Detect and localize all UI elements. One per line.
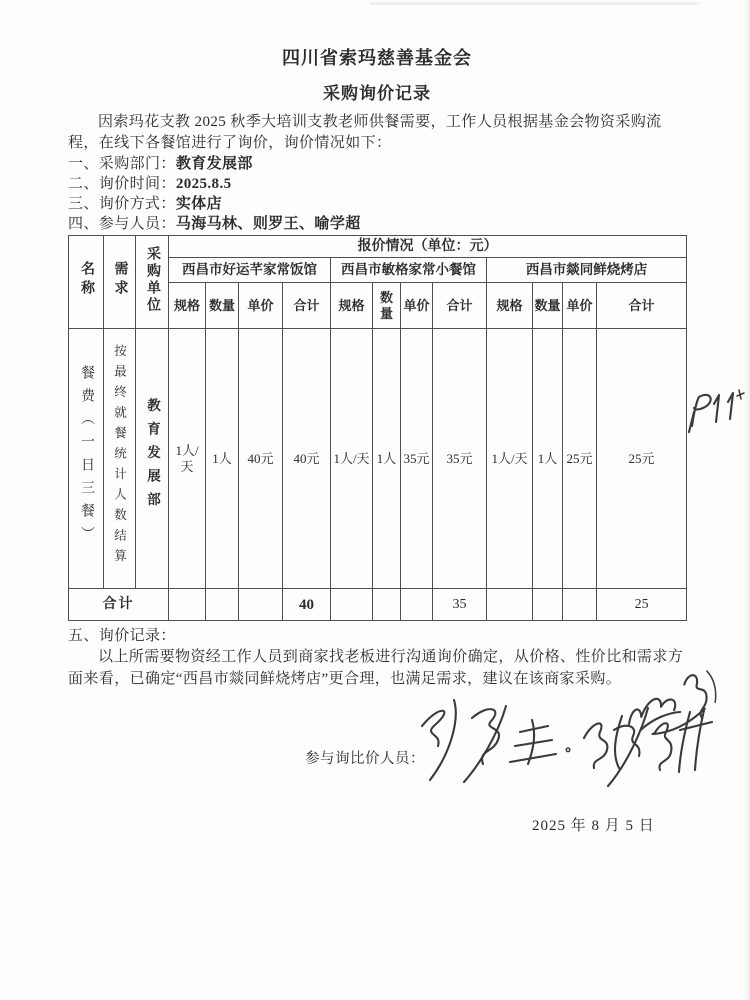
item-value: 教育发展部 <box>175 156 253 172</box>
subheader-unit-price: 单价 <box>239 283 283 329</box>
list-item-method <box>68 194 686 214</box>
subheader-qty: 数量 <box>533 283 563 329</box>
document-date: 2025 年 8 月 5 日 <box>532 818 655 834</box>
subheader-spec: 规格 <box>331 283 373 329</box>
empty-cell <box>401 589 433 621</box>
item-value: 2025.8.5 <box>175 176 232 192</box>
quote-table <box>68 235 687 621</box>
signature-handwriting-yuxuechao <box>608 664 738 740</box>
empty-cell <box>206 589 239 621</box>
subheader-total: 合计 <box>597 283 687 329</box>
cell-qty-3: 1人 <box>533 329 563 589</box>
cell-unit-price-3: 25元 <box>563 329 597 589</box>
cell-item-name <box>69 329 104 589</box>
subheader-total: 合计 <box>433 283 487 329</box>
subheader-qty: 数量 <box>373 283 401 329</box>
document-content <box>68 46 686 690</box>
purchase-unit-text: 教育发展部 <box>145 397 160 516</box>
cell-unit-price-2: 35元 <box>401 329 433 589</box>
cell-purchase-unit <box>136 329 169 589</box>
item-label: 三、询价方式： <box>68 196 176 212</box>
empty-cell <box>563 589 597 621</box>
page-title: 四川省索玛慈善基金会 <box>282 48 472 68</box>
grand-total-label: 合计 <box>69 589 169 621</box>
subheader-spec: 规格 <box>487 283 533 329</box>
item-name-text: 餐费（一日三餐） <box>79 364 94 549</box>
empty-cell <box>169 589 206 621</box>
header-name-text: 名称 <box>79 260 94 299</box>
cell-spec-2: 1人/天 <box>331 329 373 589</box>
cell-demand <box>104 329 136 589</box>
list-item-date <box>68 174 686 194</box>
subheader-unit-price: 单价 <box>563 283 597 329</box>
section5-heading: 五、询价记录： <box>68 628 176 644</box>
list-item-participants <box>68 214 686 234</box>
cell-qty-1: 1人 <box>206 329 239 589</box>
vendor-name-3: 西昌市燚同鲜烧烤店 <box>487 258 687 283</box>
cell-qty-2: 1人 <box>373 329 401 589</box>
header-demand <box>104 236 136 329</box>
intro-paragraph: 因索玛花支教 2025 秋季大培训支教老师供餐需要，工作人员根据基金会物资采购流程，在线下各餐馆进行了询价，询价情况如下： <box>68 114 662 151</box>
header-purchase-unit <box>136 236 169 329</box>
subheader-total: 合计 <box>283 283 331 329</box>
grand-total-3: 25 <box>597 589 687 621</box>
grand-total-2: 35 <box>433 589 487 621</box>
document-subtitle: 采购询价记录 <box>323 84 431 103</box>
demand-text: 按最终就餐统计人数结算 <box>112 343 127 570</box>
subheader-spec: 规格 <box>169 283 206 329</box>
vendor-name-1: 西昌市好运芊家常饭馆 <box>169 258 331 283</box>
empty-cell <box>373 589 401 621</box>
cell-spec-1: 1人/天 <box>169 329 206 589</box>
cell-total-3: 25元 <box>597 329 687 589</box>
header-quote-info: 报价情况（单位：元） <box>169 236 687 258</box>
handwritten-margin-note-p11 <box>680 386 746 440</box>
grand-total-1: 40 <box>283 589 331 621</box>
empty-cell <box>487 589 533 621</box>
list-item-department <box>68 154 686 174</box>
cell-spec-3: 1人/天 <box>487 329 533 589</box>
cell-unit-price-1: 40元 <box>239 329 283 589</box>
header-name <box>69 236 104 329</box>
item-label: 四、参与人员： <box>68 216 176 232</box>
subheader-qty: 数量 <box>206 283 239 329</box>
item-value: 马海马林、则罗王、喻学超 <box>175 216 361 232</box>
subheader-unit-price: 单价 <box>401 283 433 329</box>
header-demand-text: 需求 <box>112 260 128 299</box>
empty-cell <box>533 589 563 621</box>
item-label: 一、采购部门： <box>68 156 176 172</box>
scan-artifact <box>370 2 700 5</box>
cell-total-2: 35元 <box>433 329 487 589</box>
vendor-name-2: 西昌市敏格家常小餐馆 <box>331 258 487 283</box>
header-purchase-unit-text: 采购单位 <box>145 245 160 314</box>
item-label: 二、询价时间： <box>68 176 176 192</box>
empty-cell <box>239 589 283 621</box>
cell-total-1: 40元 <box>283 329 331 589</box>
signature-label: 参与询比价人员： <box>305 751 425 767</box>
empty-cell <box>331 589 373 621</box>
section5-body: 以上所需要物资经工作人员到商家找老板进行沟通询价确定，从价格、性价比和需求方面来看，已确定“西昌市燚同鲜烧烤店”更合理，也满足需求，建议在该商家采购。 <box>68 649 684 687</box>
item-value: 实体店 <box>175 196 223 212</box>
